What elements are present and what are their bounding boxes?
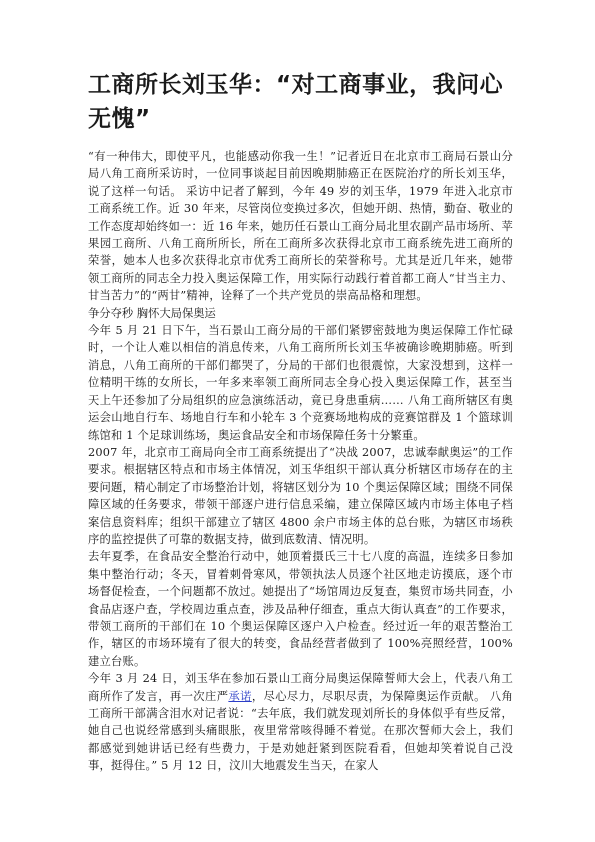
- paragraph-3: 去年夏季，在食品安全整治行动中，她顶着摄氏三十七八度的高温，连续多日参加集中整治行动；冬天，冒着刺骨寒风，带领执法人员逐个社区地走访摸底，逐个市场督促检查，一个问题都不放过。她提出了“场馆周边反复查，集贸市场共同查，小食品店逐户查，学校周边重点查，涉及品种仔细查，重点大街认真查”的工作要求，带领工商所的干部们在 10 个奥运保障区逐户入户检查。经过近一年的艰苦整治工作，辖区的市场环境有了很大的转变，食品经营者做到了 100%亮照经营，100%建立台账。: [88, 550, 513, 668]
- paragraph-4-end: ，尽心尽力，尽职尽责，为保障奥运作贡献。 八角工商所干部满含泪水对记者说：“去年底，我们就发现刘所长的身体似乎有些反常，她自己也说经常感到头痛眼胀，夜里常常咳得睡不着觉。在那次誓师大会上，我们都感觉到她讲话已经有些费力，于是劝她赶紧到医院看看，但她却笑着说自己没事，挺得住。” 5 月 12 日，汶川大地震发生当天，在家人: [88, 689, 513, 773]
- paragraph-1: 今年 5 月 21 日下午，当石景山工商分局的干部们紧锣密鼓地为奥运保障工作忙碌时，一个让人难以相信的消息传来，八角工商所所长刘玉华被确诊晚期肺癌。听到消息，八角工商所的干部们都哭了，分局的干部们也很震惊，大家没想到，这样一位精明干练的女所长，一年多来率领工商所同志全身心投入奥运保障工作，甚至当天上午还参加了分局组织的应急演练活动，竟已身患重病…… 八角工商所辖区有奥运会山地自行车、场地自行车和小轮车 3 个竞赛场地构成的竞赛馆群及 1 个篮球训练馆和 1 个足球训练场，奥运食品安全和市场保障任务十分繁重。: [88, 324, 513, 442]
- promise-link[interactable]: 承诺: [228, 689, 252, 703]
- paragraph-4: [88, 670, 513, 774]
- paragraph-4-start: 今年 3 月 24 日，刘玉华在参加石景山工商分局奥运保障誓师大会上，代表八角工商所作了发言，再一次庄严: [88, 672, 513, 703]
- section-subheading: 争分夺秒 胸怀大局保奥运: [88, 306, 216, 320]
- intro-paragraph: “有一种伟大，即使平凡，也能感动你我一生！”记者近日在北京市工商局石景山分局八角工商所采访时，一位同事谈起目前因晚期肺癌正在医院治疗的所长刘玉华，说了这样一句话。 采访中记者了解到，今年 49 岁的刘玉华，1979 年进入北京市工商系统工作。近 30 年来，尽管岗位变换过多次，但她开朗、热情，勤奋、敬业的工作态度却始终如一：近 16 年来，她历任石景山工商分局北里农副产品市场所、苹果园工商所、八角工商所所长，所在工商所多次获得北京市工商系统先进工商所的荣誉，她本人也多次获得北京市优秀工商所长的荣誉称号。尤其是近几年来，她带领工商所的同志全力投入奥运保障工作，用实际行动践行着首都工商人“甘当主力、甘当苦力”的“两甘”精神，诠释了一个共产党员的崇高品格和理想。: [88, 150, 513, 303]
- paragraph-2: 2007 年，北京市工商局向全市工商系统提出了“决战 2007，忠诚奉献奥运”的工作要求。根据辖区特点和市场主体情况，刘玉华组织干部认真分析辖区市场存在的主要问题，精心制定了市场整治计划，将辖区划分为 10 个奥运保障区域；围绕不同保障区域的任务要求，带领干部逐户进行信息采编，建立保障区域内市场主体电子档案信息资料库；组织干部建立了辖区 4800 余户市场主体的总台账，为辖区市场秩序的监控提供了可靠的数据支持，做到底数清、情况明。: [88, 445, 513, 546]
- article-title: 工商所长刘玉华：“对工商事业，我问心无愧”: [88, 72, 504, 132]
- article: [88, 60, 513, 775]
